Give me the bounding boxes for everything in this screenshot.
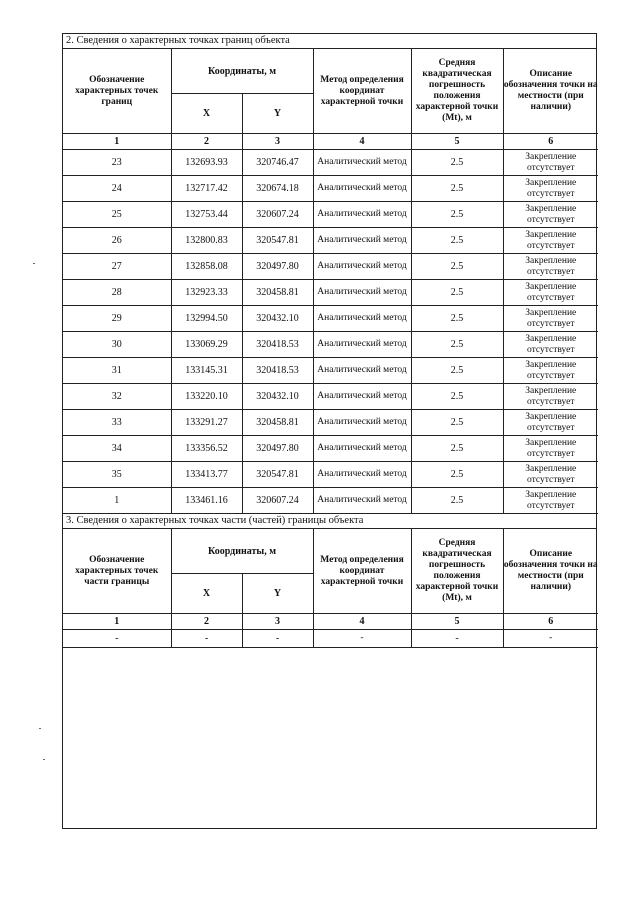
description-cell-text: Закрепление отсутствует [525,281,577,303]
description-cell-text: Закрепление отсутствует [525,151,577,173]
x-coordinate-cell: 132858.08 [171,254,242,280]
point-number-cell: 31 [63,358,171,384]
x-coordinate-cell: 133145.31 [171,358,242,384]
method-cell [313,280,411,306]
description-cell-text: Закрепление отсутствует [525,333,577,355]
table-row [63,358,598,384]
x-coordinate-cell: 133069.29 [171,332,242,358]
x-coordinate-cell: 132800.83 [171,228,242,254]
y-coordinate-cell: 320746.47 [242,150,313,176]
y-coordinate-cell: 320432.10 [242,306,313,332]
method-cell [313,202,411,228]
description-cell [503,176,598,202]
header-designation: Обозначение характерных точек части границы [63,529,171,614]
y-coordinate-cell: 320497.80 [242,254,313,280]
header-coordinates: Координаты, м [171,529,313,574]
y-coordinate-cell: 320418.53 [242,358,313,384]
y-coordinate-cell: 320607.24 [242,202,313,228]
header-description: Описание обозначения точки на местности (при наличии) [503,49,598,134]
description-cell [503,202,598,228]
method-cell [313,306,411,332]
table-row [63,150,598,176]
table-row [63,410,598,436]
method-cell-text: Аналитический метод [317,365,407,375]
table-row [63,332,598,358]
error-cell: 2.5 [411,358,503,384]
point-number-cell: 23 [63,150,171,176]
table-row [63,254,598,280]
method-cell-text: Аналитический метод [317,287,407,297]
error-cell: 2.5 [411,202,503,228]
y-coordinate-cell: 320674.18 [242,176,313,202]
y-coordinate-cell: 320458.81 [242,280,313,306]
point-number-cell: 1 [63,488,171,514]
y-coordinate-cell: 320607.24 [242,488,313,514]
table-row [63,488,598,514]
table-row [63,228,598,254]
column-number: 5 [411,134,503,150]
error-cell: 2.5 [411,176,503,202]
point-number-cell: 24 [63,176,171,202]
section-3-rows [63,630,598,648]
column-number: 5 [411,614,503,630]
method-cell [313,176,411,202]
description-cell [503,384,598,410]
error-cell: 2.5 [411,436,503,462]
method-cell-text: Аналитический метод [317,391,407,401]
error-cell: 2.5 [411,488,503,514]
method-cell-text: Аналитический метод [317,313,407,323]
column-number: 1 [63,134,171,150]
description-cell [503,306,598,332]
point-number-cell: 28 [63,280,171,306]
description-cell-text: Закрепление отсутствует [525,385,577,407]
table-row [63,202,598,228]
method-cell [313,384,411,410]
header-error: Средняя квадратическая погрешность положения характерной точки (Mt), м [411,49,503,134]
table-row [63,630,598,648]
method-cell [313,488,411,514]
method-cell-text: Аналитический метод [317,443,407,453]
error-cell: 2.5 [411,462,503,488]
header-y: Y [242,94,313,134]
description-cell-text: Закрепление отсутствует [525,177,577,199]
section-3-title: 3. Сведения о характерных точках части (частей) границы объекта [63,514,596,529]
point-number-cell: 35 [63,462,171,488]
column-number: 1 [63,614,171,630]
y-coordinate-cell: 320547.81 [242,228,313,254]
error-cell: 2.5 [411,384,503,410]
point-number-cell: 25 [63,202,171,228]
description-cell [503,280,598,306]
method-cell [313,228,411,254]
y-coordinate-cell: 320458.81 [242,410,313,436]
section-2-title: 2. Сведения о характерных точках границ объекта [63,34,596,49]
point-number-cell: 33 [63,410,171,436]
description-cell-text: Закрепление отсутствует [525,411,577,433]
column-numbers-row [63,614,598,630]
x-coordinate-cell: 133291.27 [171,410,242,436]
table-row [63,384,598,410]
error-cell: - [411,630,503,648]
header-y: Y [242,574,313,614]
point-number-cell: 26 [63,228,171,254]
error-cell: 2.5 [411,150,503,176]
x-coordinate-cell: 132923.33 [171,280,242,306]
description-cell [503,436,598,462]
description-cell [503,228,598,254]
column-numbers-row [63,134,598,150]
description-cell-text: Закрепление отсутствует [525,437,577,459]
header-method: Метод определения координат характерной точки [313,49,411,134]
y-coordinate-cell: 320497.80 [242,436,313,462]
point-number-cell: 34 [63,436,171,462]
section-3-table [63,529,598,648]
error-cell: 2.5 [411,254,503,280]
section-2-table [63,49,598,514]
description-cell-text: - [549,633,553,643]
method-cell [313,332,411,358]
header-x: X [171,94,242,134]
method-cell-text: Аналитический метод [317,261,407,271]
column-number: 6 [503,134,598,150]
point-number-cell: 30 [63,332,171,358]
description-cell [503,410,598,436]
scan-speck [33,263,35,264]
header-designation: Обозначение характерных точек границ [63,49,171,134]
point-number-cell: - [63,630,171,648]
point-number-cell: 29 [63,306,171,332]
method-cell [313,150,411,176]
description-cell-text: Закрепление отсутствует [525,359,577,381]
column-number: 4 [313,134,411,150]
x-coordinate-cell: 133220.10 [171,384,242,410]
method-cell-text: Аналитический метод [317,417,407,427]
y-coordinate-cell: 320432.10 [242,384,313,410]
column-number: 6 [503,614,598,630]
scan-speck [39,728,41,729]
point-number-cell: 32 [63,384,171,410]
description-cell [503,488,598,514]
header-method: Метод определения координат характерной точки [313,529,411,614]
x-coordinate-cell: 132753.44 [171,202,242,228]
document-frame [62,33,597,829]
method-cell [313,254,411,280]
x-coordinate-cell: - [171,630,242,648]
error-cell: 2.5 [411,410,503,436]
column-number: 2 [171,134,242,150]
description-cell-text: Закрепление отсутствует [525,255,577,277]
x-coordinate-cell: 132717.42 [171,176,242,202]
method-cell-text: Аналитический метод [317,209,407,219]
y-coordinate-cell: 320547.81 [242,462,313,488]
scan-speck [43,759,45,760]
error-cell: 2.5 [411,306,503,332]
description-cell [503,254,598,280]
x-coordinate-cell: 132693.93 [171,150,242,176]
table-row [63,176,598,202]
header-coordinates: Координаты, м [171,49,313,94]
x-coordinate-cell: 132994.50 [171,306,242,332]
column-number: 4 [313,614,411,630]
x-coordinate-cell: 133356.52 [171,436,242,462]
header-x: X [171,574,242,614]
column-number: 3 [242,614,313,630]
method-cell [313,410,411,436]
x-coordinate-cell: 133413.77 [171,462,242,488]
header-error: Средняя квадратическая погрешность положения характерной точки (Mt), м [411,529,503,614]
method-cell-text: Аналитический метод [317,235,407,245]
error-cell: 2.5 [411,332,503,358]
method-cell [313,462,411,488]
x-coordinate-cell: 133461.16 [171,488,242,514]
method-cell [313,358,411,384]
section-2-rows [63,150,598,514]
table-row [63,280,598,306]
description-cell [503,150,598,176]
method-cell-text: Аналитический метод [317,495,407,505]
y-coordinate-cell: 320418.53 [242,332,313,358]
method-cell-text: Аналитический метод [317,339,407,349]
table-row [63,436,598,462]
description-cell-text: Закрепление отсутствует [525,307,577,329]
method-cell [313,630,411,648]
method-cell-text: - [360,633,364,643]
point-number-cell: 27 [63,254,171,280]
description-cell [503,358,598,384]
y-coordinate-cell: - [242,630,313,648]
error-cell: 2.5 [411,280,503,306]
description-cell [503,630,598,648]
method-cell-text: Аналитический метод [317,469,407,479]
column-number: 2 [171,614,242,630]
method-cell [313,436,411,462]
method-cell-text: Аналитический метод [317,183,407,193]
description-cell-text: Закрепление отсутствует [525,229,577,251]
description-cell [503,332,598,358]
table-row [63,306,598,332]
error-cell: 2.5 [411,228,503,254]
description-cell-text: Закрепление отсутствует [525,489,577,511]
table-row [63,462,598,488]
method-cell-text: Аналитический метод [317,157,407,167]
column-number: 3 [242,134,313,150]
description-cell-text: Закрепление отсутствует [525,463,577,485]
description-cell [503,462,598,488]
description-cell-text: Закрепление отсутствует [525,203,577,225]
header-description: Описание обозначения точки на местности (при наличии) [503,529,598,614]
